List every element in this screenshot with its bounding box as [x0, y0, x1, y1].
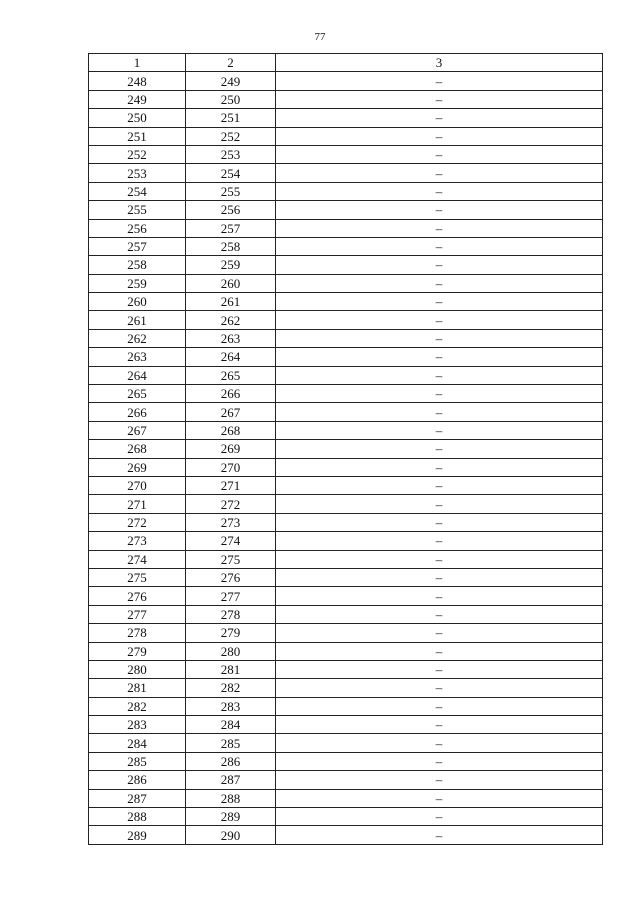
table-cell-col-2: 281 [186, 660, 276, 678]
table-row [89, 789, 603, 807]
table-row [89, 679, 603, 697]
column-header-1: 1 [89, 54, 186, 72]
table-cell-col-2: 262 [186, 311, 276, 329]
table-cell-col-3: – [276, 219, 603, 237]
table-row [89, 182, 603, 200]
table-cell-col-2: 268 [186, 421, 276, 439]
table-cell-col-1: 283 [89, 716, 186, 734]
table-cell-col-3: – [276, 660, 603, 678]
table-cell-col-2: 257 [186, 219, 276, 237]
table-row [89, 771, 603, 789]
table-cell-col-3: – [276, 716, 603, 734]
table-cell-col-1: 258 [89, 256, 186, 274]
table-row [89, 348, 603, 366]
table-row [89, 532, 603, 550]
table-cell-col-2: 277 [186, 587, 276, 605]
table-cell-col-3: – [276, 311, 603, 329]
table-cell-col-1: 254 [89, 182, 186, 200]
table-cell-col-2: 264 [186, 348, 276, 366]
table-cell-col-2: 256 [186, 201, 276, 219]
table-cell-col-2: 279 [186, 624, 276, 642]
data-table [88, 53, 603, 845]
table-cell-col-2: 285 [186, 734, 276, 752]
table-cell-col-3: – [276, 329, 603, 347]
table-cell-col-2: 274 [186, 532, 276, 550]
table-cell-col-2: 255 [186, 182, 276, 200]
table-cell-col-2: 260 [186, 274, 276, 292]
table-row [89, 734, 603, 752]
table-cell-col-1: 274 [89, 550, 186, 568]
table-cell-col-1: 275 [89, 568, 186, 586]
table-cell-col-1: 259 [89, 274, 186, 292]
table-cell-col-2: 263 [186, 329, 276, 347]
table-cell-col-2: 270 [186, 458, 276, 476]
table-cell-col-3: – [276, 789, 603, 807]
table-row [89, 550, 603, 568]
table-cell-col-1: 260 [89, 293, 186, 311]
table-row [89, 495, 603, 513]
table-cell-col-1: 287 [89, 789, 186, 807]
table-cell-col-2: 249 [186, 72, 276, 90]
table-row [89, 385, 603, 403]
table-cell-col-2: 278 [186, 605, 276, 623]
table-cell-col-3: – [276, 587, 603, 605]
table-cell-col-3: – [276, 109, 603, 127]
table-cell-col-1: 256 [89, 219, 186, 237]
table-row [89, 716, 603, 734]
table-cell-col-2: 273 [186, 513, 276, 531]
table-cell-col-1: 277 [89, 605, 186, 623]
table-cell-col-2: 290 [186, 826, 276, 844]
table-cell-col-2: 275 [186, 550, 276, 568]
table-cell-col-1: 284 [89, 734, 186, 752]
table-cell-col-2: 276 [186, 568, 276, 586]
table-cell-col-3: – [276, 127, 603, 145]
table-cell-col-2: 265 [186, 366, 276, 384]
table-cell-col-3: – [276, 697, 603, 715]
table-cell-col-1: 249 [89, 90, 186, 108]
table-cell-col-1: 257 [89, 237, 186, 255]
table-cell-col-3: – [276, 476, 603, 494]
table-cell-col-3: – [276, 182, 603, 200]
table-row [89, 311, 603, 329]
table-row [89, 219, 603, 237]
table-cell-col-1: 286 [89, 771, 186, 789]
header-row [89, 54, 603, 72]
table-row [89, 329, 603, 347]
table-cell-col-3: – [276, 145, 603, 163]
table-cell-col-3: – [276, 752, 603, 770]
table-header [89, 54, 603, 72]
table-cell-col-3: – [276, 237, 603, 255]
table-cell-col-2: 283 [186, 697, 276, 715]
table-cell-col-3: – [276, 366, 603, 384]
table-cell-col-3: – [276, 550, 603, 568]
column-header-2: 2 [186, 54, 276, 72]
table-row [89, 164, 603, 182]
table-cell-col-1: 276 [89, 587, 186, 605]
table-cell-col-3: – [276, 164, 603, 182]
table-cell-col-3: – [276, 605, 603, 623]
table-cell-col-3: – [276, 532, 603, 550]
table-row [89, 476, 603, 494]
table-cell-col-1: 251 [89, 127, 186, 145]
table-cell-col-1: 272 [89, 513, 186, 531]
table-cell-col-2: 286 [186, 752, 276, 770]
table-cell-col-1: 269 [89, 458, 186, 476]
table-cell-col-2: 271 [186, 476, 276, 494]
table-cell-col-2: 252 [186, 127, 276, 145]
table-cell-col-1: 270 [89, 476, 186, 494]
table-cell-col-2: 280 [186, 642, 276, 660]
table-cell-col-3: – [276, 624, 603, 642]
page-number: 77 [314, 31, 326, 43]
table-cell-col-1: 263 [89, 348, 186, 366]
table-row [89, 145, 603, 163]
table-row [89, 109, 603, 127]
table-row [89, 458, 603, 476]
table-cell-col-2: 269 [186, 440, 276, 458]
table-row [89, 568, 603, 586]
table-cell-col-2: 287 [186, 771, 276, 789]
table-body [89, 72, 603, 844]
table-cell-col-3: – [276, 642, 603, 660]
table-cell-col-2: 289 [186, 808, 276, 826]
table-row [89, 421, 603, 439]
table-row [89, 513, 603, 531]
table-row [89, 366, 603, 384]
table-cell-col-1: 285 [89, 752, 186, 770]
table-cell-col-1: 273 [89, 532, 186, 550]
table-cell-col-2: 251 [186, 109, 276, 127]
table-cell-col-1: 248 [89, 72, 186, 90]
table-cell-col-1: 264 [89, 366, 186, 384]
table-cell-col-2: 253 [186, 145, 276, 163]
table-cell-col-1: 280 [89, 660, 186, 678]
table-row [89, 697, 603, 715]
table-cell-col-1: 255 [89, 201, 186, 219]
table-cell-col-2: 254 [186, 164, 276, 182]
table-cell-col-3: – [276, 495, 603, 513]
table-cell-col-3: – [276, 808, 603, 826]
table-cell-col-3: – [276, 90, 603, 108]
table-cell-col-3: – [276, 440, 603, 458]
table-cell-col-1: 250 [89, 109, 186, 127]
table-cell-col-1: 281 [89, 679, 186, 697]
table-row [89, 808, 603, 826]
table-cell-col-3: – [276, 348, 603, 366]
table-row [89, 624, 603, 642]
table-row [89, 440, 603, 458]
table-cell-col-1: 261 [89, 311, 186, 329]
table-cell-col-1: 278 [89, 624, 186, 642]
table-cell-col-1: 282 [89, 697, 186, 715]
table-cell-col-1: 253 [89, 164, 186, 182]
table-row [89, 256, 603, 274]
table-cell-col-1: 267 [89, 421, 186, 439]
table-cell-col-2: 288 [186, 789, 276, 807]
table-cell-col-1: 252 [89, 145, 186, 163]
table-row [89, 274, 603, 292]
table-cell-col-2: 258 [186, 237, 276, 255]
table-cell-col-2: 272 [186, 495, 276, 513]
table-cell-col-3: – [276, 826, 603, 844]
column-header-3: 3 [276, 54, 603, 72]
table-row [89, 90, 603, 108]
table-row [89, 752, 603, 770]
table-cell-col-3: – [276, 201, 603, 219]
table-row [89, 127, 603, 145]
table-cell-col-3: – [276, 293, 603, 311]
table-cell-col-2: 266 [186, 385, 276, 403]
table-cell-col-2: 261 [186, 293, 276, 311]
table-cell-col-2: 282 [186, 679, 276, 697]
table-cell-col-1: 268 [89, 440, 186, 458]
table-row [89, 826, 603, 844]
table-row [89, 237, 603, 255]
table-row [89, 403, 603, 421]
table-cell-col-3: – [276, 72, 603, 90]
table-cell-col-3: – [276, 771, 603, 789]
table-row [89, 605, 603, 623]
table-cell-col-3: – [276, 513, 603, 531]
table-cell-col-1: 262 [89, 329, 186, 347]
table-cell-col-1: 279 [89, 642, 186, 660]
table-row [89, 293, 603, 311]
table-cell-col-1: 288 [89, 808, 186, 826]
table-cell-col-2: 259 [186, 256, 276, 274]
table-cell-col-3: – [276, 385, 603, 403]
table-row [89, 72, 603, 90]
table-cell-col-2: 284 [186, 716, 276, 734]
table-cell-col-3: – [276, 403, 603, 421]
table-cell-col-1: 289 [89, 826, 186, 844]
table-cell-col-1: 266 [89, 403, 186, 421]
table-cell-col-3: – [276, 734, 603, 752]
table-cell-col-1: 265 [89, 385, 186, 403]
table-cell-col-3: – [276, 568, 603, 586]
table-cell-col-3: – [276, 421, 603, 439]
table-row [89, 660, 603, 678]
table-cell-col-2: 267 [186, 403, 276, 421]
table-row [89, 642, 603, 660]
table-cell-col-1: 271 [89, 495, 186, 513]
table-cell-col-3: – [276, 458, 603, 476]
table-row [89, 587, 603, 605]
table-cell-col-3: – [276, 274, 603, 292]
table-cell-col-3: – [276, 679, 603, 697]
table-cell-col-2: 250 [186, 90, 276, 108]
table-cell-col-3: – [276, 256, 603, 274]
table-row [89, 201, 603, 219]
